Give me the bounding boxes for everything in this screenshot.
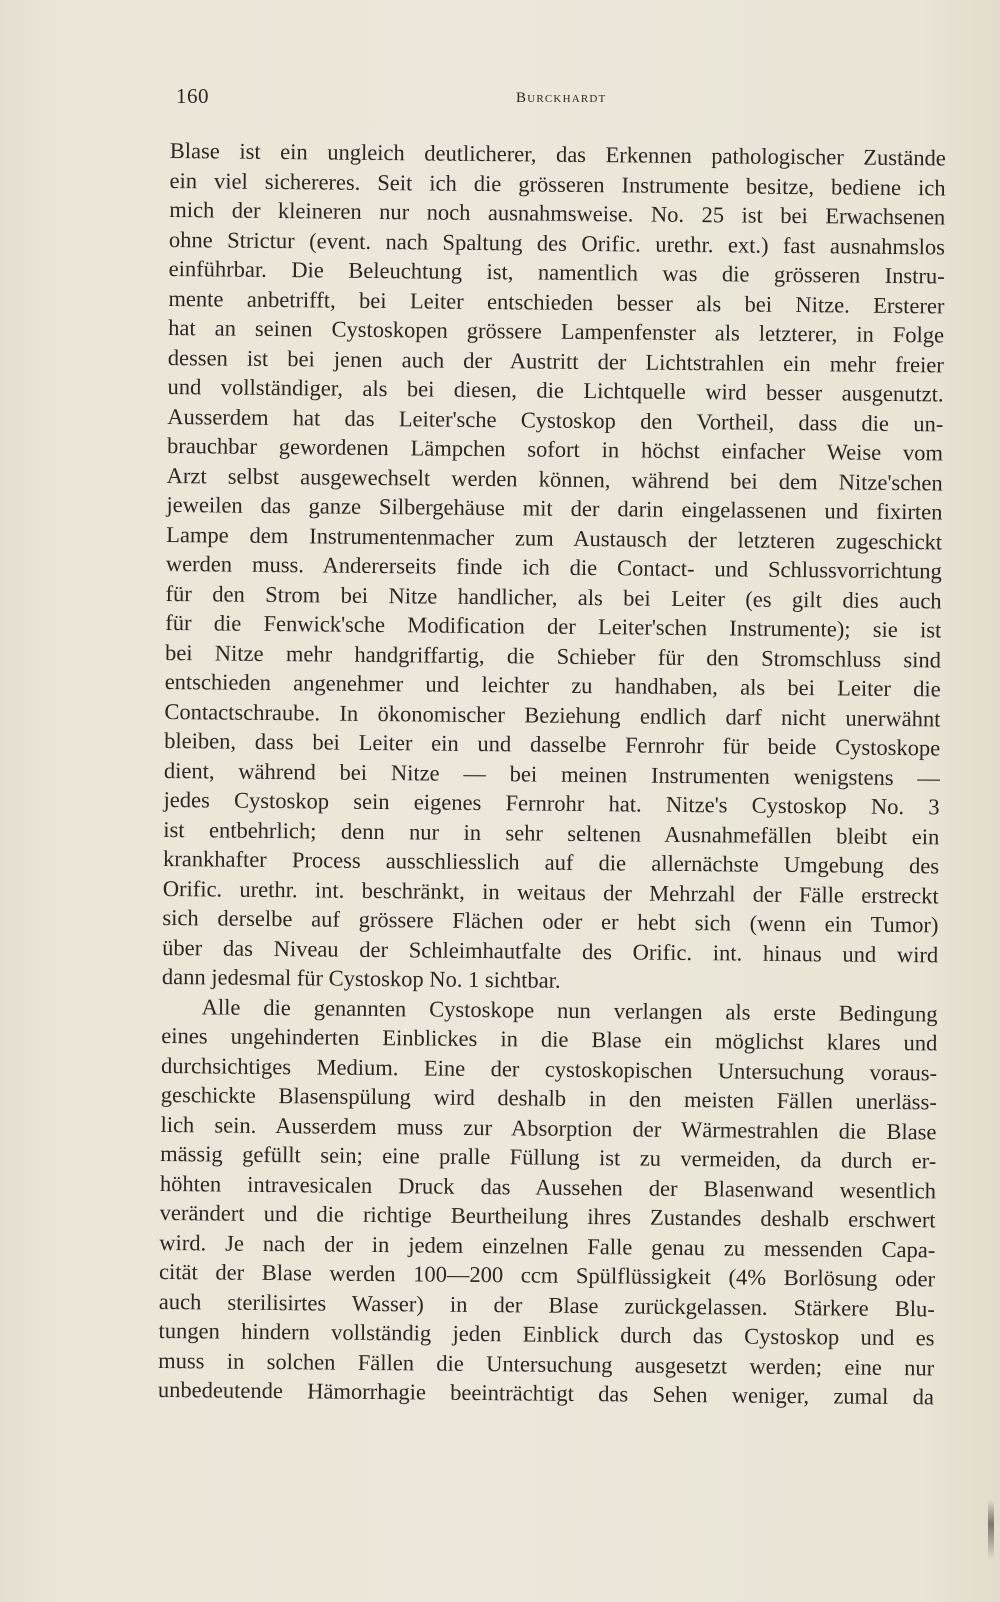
text-line: cität der Blase werden 100—200 ccm Spülflüssigkeit (4% Borlösung oder: [158, 1258, 936, 1292]
text-line: dient, während bei Nitze — bei meinen Instrumenten wenigstens —: [163, 757, 940, 790]
text-line: Blase ist ein ungleich deutlicherer, das Erkennen pathologischer Zustände: [169, 137, 946, 171]
text-line: verändert und die richtige Beurtheilung ihres Zustandes deshalb erschwert: [159, 1199, 936, 1233]
text-line: jeweilen das ganze Silbergehäuse mit der darin eingelassenen und fixirten: [166, 491, 943, 525]
text-line: brauchbar gewordenen Lämpchen sofort in höchst einfacher Weise vom: [166, 432, 944, 466]
text-line: entschieden angenehmer und leichter zu handhaben, als bei Leiter die: [164, 668, 941, 702]
text-line: für den Strom bei Nitze handlicher, als bei Leiter (es gilt dies auch: [165, 580, 942, 613]
body-text: [158, 136, 946, 1412]
page-edge-shadow: [988, 1500, 994, 1560]
text-line: mich der kleineren nur noch ausnahmsweise. No. 25 ist bei Erwachsenen: [169, 196, 946, 230]
text-line: jedes Cystoskop sein eigenes Fernrohr hat. Nitze's Cystoskop No. 3: [163, 786, 940, 820]
text-line: eines ungehinderten Einblickes in die Blase ein möglichst klares und: [161, 1022, 938, 1056]
text-line: höhten intravesicalen Druck das Aussehen der Blasenwand wesentlich: [159, 1170, 937, 1203]
paragraph-end-line: dann jedesmal für Cystoskop No. 1 sichtbar.: [161, 963, 561, 993]
text-line: bleiben, dass bei Leiter ein und dasselbe Fernrohr für beide Cystoskope: [164, 727, 941, 761]
text-line: und vollständiger, als bei diesen, die Lichtquelle wird besser ausgenutzt.: [167, 373, 944, 407]
text-line: auch sterilisirtes Wasser) in der Blase zurückgelassen. Stärkere Blu-: [158, 1288, 935, 1321]
page-number: 160: [176, 84, 209, 108]
text-line: tungen hindern vollständig jeden Einblick durch das Cystoskop und es: [158, 1317, 935, 1351]
text-line: ein viel sichereres. Seit ich die grösseren Instrumente besitze, bediene ich: [169, 167, 946, 200]
text-line: mente anbetrifft, bei Leiter entschieden besser als bei Nitze. Ersterer: [168, 285, 945, 318]
paragraph-start-line: Alle die genannten Cystoskope nun verlangen als erste Bedingung: [201, 993, 938, 1026]
page-header: [176, 84, 946, 114]
text-line: wird. Je nach der in jedem einzelnen Falle genau zu messenden Capa-: [159, 1229, 936, 1262]
text-line: Lampe dem Instrumentenmacher zum Austausch der letzteren zugeschickt: [166, 521, 943, 554]
text-line: sich derselbe auf grössere Flächen oder er hebt sich (wenn ein Tumor): [162, 904, 939, 938]
text-line: unbedeutende Hämorrhagie beeinträchtigt das Sehen weniger, zumal da: [157, 1376, 935, 1410]
text-line: hat an seinen Cystoskopen grössere Lampenfenster als letzterer, in Folge: [168, 314, 945, 348]
text-line: krankhafter Process ausschliesslich auf die allernächste Umgebung des: [162, 845, 940, 879]
text-line: lich sein. Ausserdem muss zur Absorption der Wärmestrahlen die Blase: [160, 1111, 937, 1144]
text-line: werden muss. Andererseits finde ich die Contact- und Schlussvorrichtung: [165, 550, 942, 584]
text-line: durchsichtiges Medium. Eine der cystoskopischen Untersuchung voraus-: [160, 1052, 938, 1085]
text-line: muss in solchen Fällen die Untersuchung ausgesetzt werden; eine nur: [158, 1347, 935, 1380]
text-line: über das Niveau der Schleimhautfalte des Orific. int. hinaus und wird: [162, 934, 939, 967]
text-line: Contactschraube. In ökonomischer Beziehung endlich darf nicht unerwähnt: [164, 698, 941, 731]
text-line: Arzt selbst ausgewechselt werden können, während bei dem Nitze'schen: [166, 462, 943, 495]
text-line: einführbar. Die Beleuchtung ist, namentlich was die grösseren Instru-: [168, 255, 945, 289]
text-line: geschickte Blasenspülung wird deshalb in den meisten Fällen unerläss-: [160, 1081, 937, 1115]
text-line: ohne Strictur (event. nach Spaltung des Orific. urethr. ext.) fast ausnahmslos: [168, 226, 946, 259]
text-line: Ausserdem hat das Leiter'sche Cystoskop den Vortheil, dass die un-: [167, 403, 944, 436]
text-line: Orific. urethr. int. beschränkt, in weitaus der Mehrzahl der Fälle erstreckt: [162, 875, 939, 908]
text-line: bei Nitze mehr handgriffartig, die Schieber für den Stromschluss sind: [164, 639, 942, 672]
text-line: für die Fenwick'sche Modification der Leiter'schen Instrumente); sie ist: [165, 609, 942, 643]
text-line: dessen ist bei jenen auch der Austritt der Lichtstrahlen ein mehr freier: [167, 344, 944, 377]
text-line: mässig gefüllt sein; eine pralle Füllung ist zu vermeiden, da durch er-: [160, 1140, 937, 1174]
text-line: ist entbehrlich; denn nur in sehr seltenen Ausnahmefällen bleibt ein: [163, 816, 940, 849]
running-head: Burckhardt: [516, 90, 607, 106]
